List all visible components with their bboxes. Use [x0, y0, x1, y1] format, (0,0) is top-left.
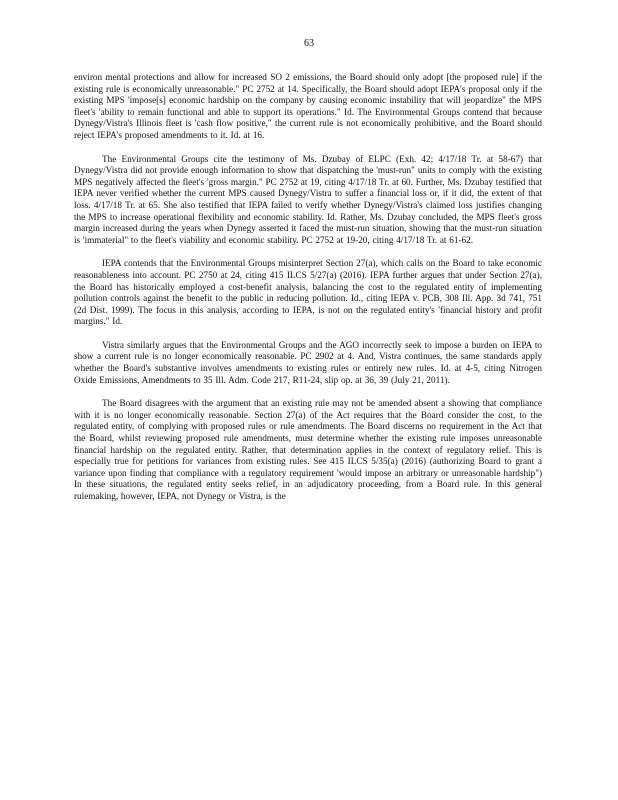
paragraph: The Board disagrees with the argument that an existing rule may not be amended absent a showing that compliance with it is no longer economically reasonable. Section 27(a) of the Act requires that the Board consider the cost, to the regulated entity, of complying with proposed rules or rule amendments. The Board discerns no requirement in the Act that the Board, whilst reviewing proposed rule amendments, must determine whether the existing rule imposes unreasonable financial hardship on the regulated entity. Rather, that determination applies in the context of regulatory relief. This is especially true for petitions for variances from existing rules. See 415 ILCS 5/35(a) (2016) (authorizing Board to grant a variance upon finding that compliance with a regulatory requirement 'would impose an arbitrary or unreasonable hardship") In these situations, the regulated entity seeks relief, in an adjudicatory proceeding, from a Board rule. In this general rulemaking, however, IEPA, not Dynegy or Vistra, is the	[74, 398, 542, 501]
paragraph: The Environmental Groups cite the testimony of Ms. Dzubay of ELPC (Exh. 42; 4/17/18 Tr. at 58-67) that Dynegy/Vistra did not provide enough information to show that dispatching the 'must-run" units to comply with the existing MPS negatively affected the fleet's 'gross margin." PC 2752 at 19, citing 4/17/18 Tr. at 60. Further, Ms. Dzubay testified that IEPA never verified whether the current MPS caused Dynegy/Vistra to suffer a financial loss or, if it did, the extent of that loss. 4/17/18 Tr. at 65. She also testified that IEPA failed to verify whether Dynegy/Vistra's claimed loss justifies changing the MPS to increase operational flexibility and economic stability. Id. Rather, Ms. Dzubay concluded, the MPS fleet's gross margin increased during the years when Dynegy asserted it faced the must-run situation, showing that the must-run situation is 'immaterial" to the fleet's viability and economic stability. PC 2752 at 19-20, citing 4/17/18 Tr. at 61-62.	[74, 153, 542, 245]
body-text	[74, 72, 542, 515]
paragraph: Vistra similarly argues that the Environmental Groups and the AGO incorrectly seek to impose a burden on IEPA to show a current rule is no longer economically reasonable. PC 2902 at 4. And, Vistra continues, the same standards apply whether the Board's substantive involves amendments to existing rules or entirely new rules. Id. at 4-5, citing Nitrogen Oxide Emissions, Amendments to 35 Ill. Adm. Code 217, R11-24, slip op. at 36, 39 (July 21, 2011).	[74, 339, 542, 385]
paragraph: IEPA contends that the Environmental Groups misinterpret Section 27(a), which calls on the Board to take economic reasonableness into account. PC 2750 at 24, citing 415 ILCS 5/27(a) (2016). IEPA further argues that under Section 27(a), the Board has historically employed a cost-benefit analysis, balancing the cost to the regulated entity of implementing pollution controls against the benefit to the public in reducing pollution. Id., citing IEPA v. PCB, 308 Ill. App. 3d 741, 751 (2d Dist. 1999). The focus in this analysis, according to IEPA, is not on the regulated entity's 'financial history and profit margins." Id.	[74, 258, 542, 327]
page-number: 63	[304, 38, 314, 49]
paragraph: environ mental protections and allow for increased SO 2 emissions, the Board should only adopt [the proposed rule] if the existing rule is economically unreasonable." PC 2752 at 14. Specifically, the Board should adopt IEPA's proposal only if the existing MPS 'impose[s] economic hardship on the company by causing economic instability that will jeopardize" the MPS fleet's 'ability to remain functional and able to support its operations." Id. The Environmental Groups contend that because Dynegy/Vistra's Illinois fleet is 'cash flow positive," the current rule is not economically prohibitive, and the Board should reject IEPA's proposed amendments to it. Id. at 16.	[74, 72, 542, 140]
